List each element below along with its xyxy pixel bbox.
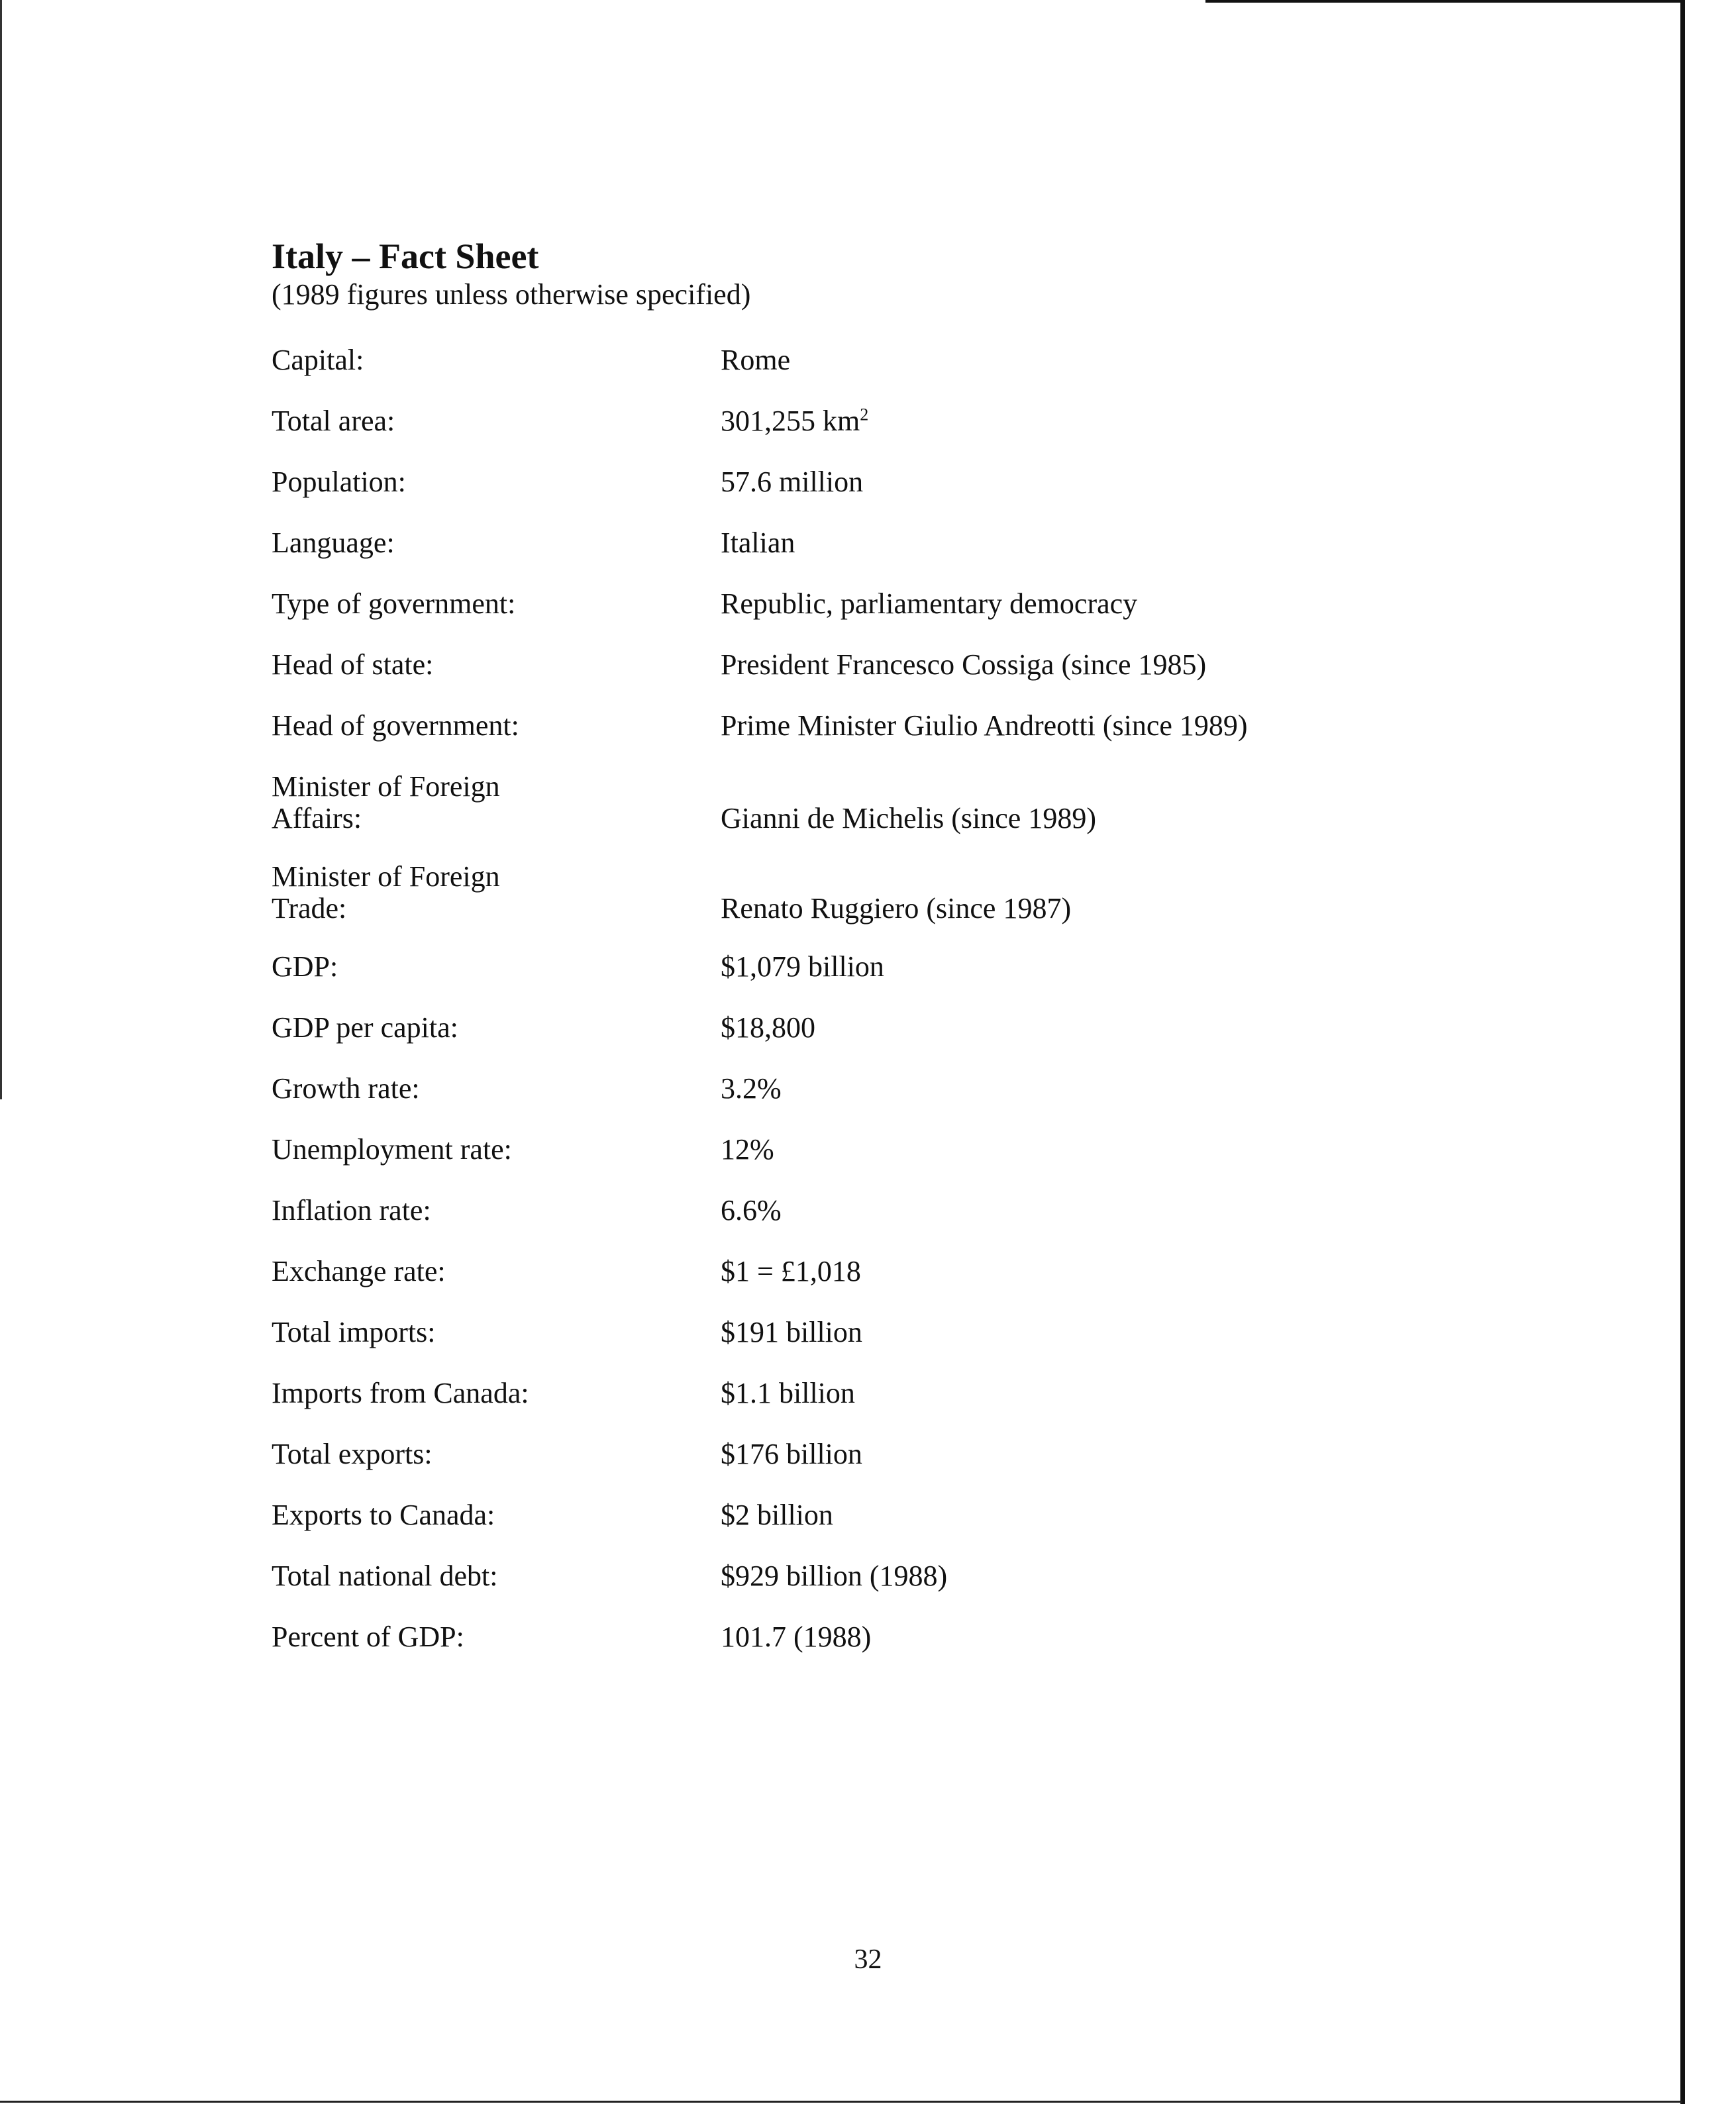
fact-row-inflation-rate [272,1195,1464,1256]
fact-value-text: 301,255 km [721,405,860,437]
document-header [272,235,750,312]
superscript: 2 [860,405,869,425]
fact-row-capital [272,344,1464,405]
fact-value: Rome [721,344,791,376]
fact-value: President Francesco Cossiga (since 1985) [721,648,1207,681]
fact-value: 57.6 million [721,466,864,498]
fact-label: Population: [272,466,406,498]
fact-label: Total area: [272,405,395,437]
fact-label-line: Minister of Foreign [272,770,500,803]
fact-value: $1 = £1,018 [721,1255,861,1287]
fact-row-foreign-affairs-minister [272,771,1464,861]
fact-label: Imports from Canada: [272,1377,529,1409]
fact-label: Type of government: [272,587,516,620]
fact-value: $191 billion [721,1316,862,1348]
scan-edge-right [1680,0,1685,2104]
fact-row-unemployment-rate [272,1134,1464,1195]
document-subtitle: (1989 figures unless otherwise specified) [272,278,751,311]
fact-label-line: Minister of Foreign [272,860,500,893]
fact-value: $18,800 [721,1011,815,1044]
fact-value: $1,079 billion [721,950,884,983]
fact-label: Inflation rate: [272,1194,431,1227]
fact-row-language [272,527,1464,588]
fact-value: 101.7 (1988) [721,1621,872,1653]
page-number: 32 [854,1944,882,1975]
fact-value: 6.6% [721,1194,782,1227]
fact-value: 3.2% [721,1072,782,1105]
fact-label-line: Trade: [272,892,347,925]
fact-label: GDP: [272,950,338,983]
fact-row-percent-of-gdp [272,1621,1464,1682]
fact-row-imports-from-canada [272,1378,1464,1438]
fact-row-foreign-trade-minister [272,861,1464,951]
fact-label: Total imports: [272,1316,436,1348]
document-title: Italy – Fact Sheet [272,236,539,276]
fact-value: Gianni de Michelis (since 1989) [721,802,1096,834]
fact-value [721,405,868,437]
fact-label [272,861,695,925]
fact-label [272,771,695,834]
fact-label: Total national debt: [272,1560,498,1592]
scan-edge-left [0,0,2,1099]
fact-label: Percent of GDP: [272,1621,464,1653]
fact-label: Exports to Canada: [272,1499,495,1531]
fact-row-total-imports [272,1317,1464,1378]
fact-row-total-exports [272,1438,1464,1499]
fact-label: Total exports: [272,1438,433,1470]
fact-value: $1.1 billion [721,1377,855,1409]
fact-row-total-area [272,405,1464,466]
fact-value: 12% [721,1133,774,1166]
fact-label-line: Affairs: [272,802,362,834]
fact-label: GDP per capita: [272,1011,458,1044]
fact-label: Growth rate: [272,1072,420,1105]
fact-row-exchange-rate [272,1256,1464,1317]
fact-row-growth-rate [272,1073,1464,1134]
fact-value: $929 billion (1988) [721,1560,948,1592]
fact-label: Head of government: [272,709,519,742]
fact-row-exports-to-canada [272,1499,1464,1560]
fact-value: Italian [721,526,795,559]
scan-edge-top [1205,0,1682,3]
fact-value: Republic, parliamentary democracy [721,587,1138,620]
fact-label: Head of state: [272,648,434,681]
fact-value: Prime Minister Giulio Andreotti (since 1989) [721,709,1248,742]
fact-label: Language: [272,526,395,559]
fact-value: Renato Ruggiero (since 1987) [721,892,1072,925]
fact-list [272,344,1464,1682]
fact-row-head-of-state [272,649,1464,710]
fact-row-government-type [272,588,1464,649]
fact-row-national-debt [272,1560,1464,1621]
fact-value: $2 billion [721,1499,833,1531]
fact-label: Exchange rate: [272,1255,446,1287]
fact-label: Capital: [272,344,364,376]
fact-row-head-of-government [272,710,1464,771]
fact-row-gdp [272,951,1464,1012]
fact-row-population [272,466,1464,527]
scan-edge-bottom [0,2101,1682,2103]
fact-value: $176 billion [721,1438,862,1470]
fact-row-gdp-per-capita [272,1012,1464,1073]
fact-label: Unemployment rate: [272,1133,512,1166]
